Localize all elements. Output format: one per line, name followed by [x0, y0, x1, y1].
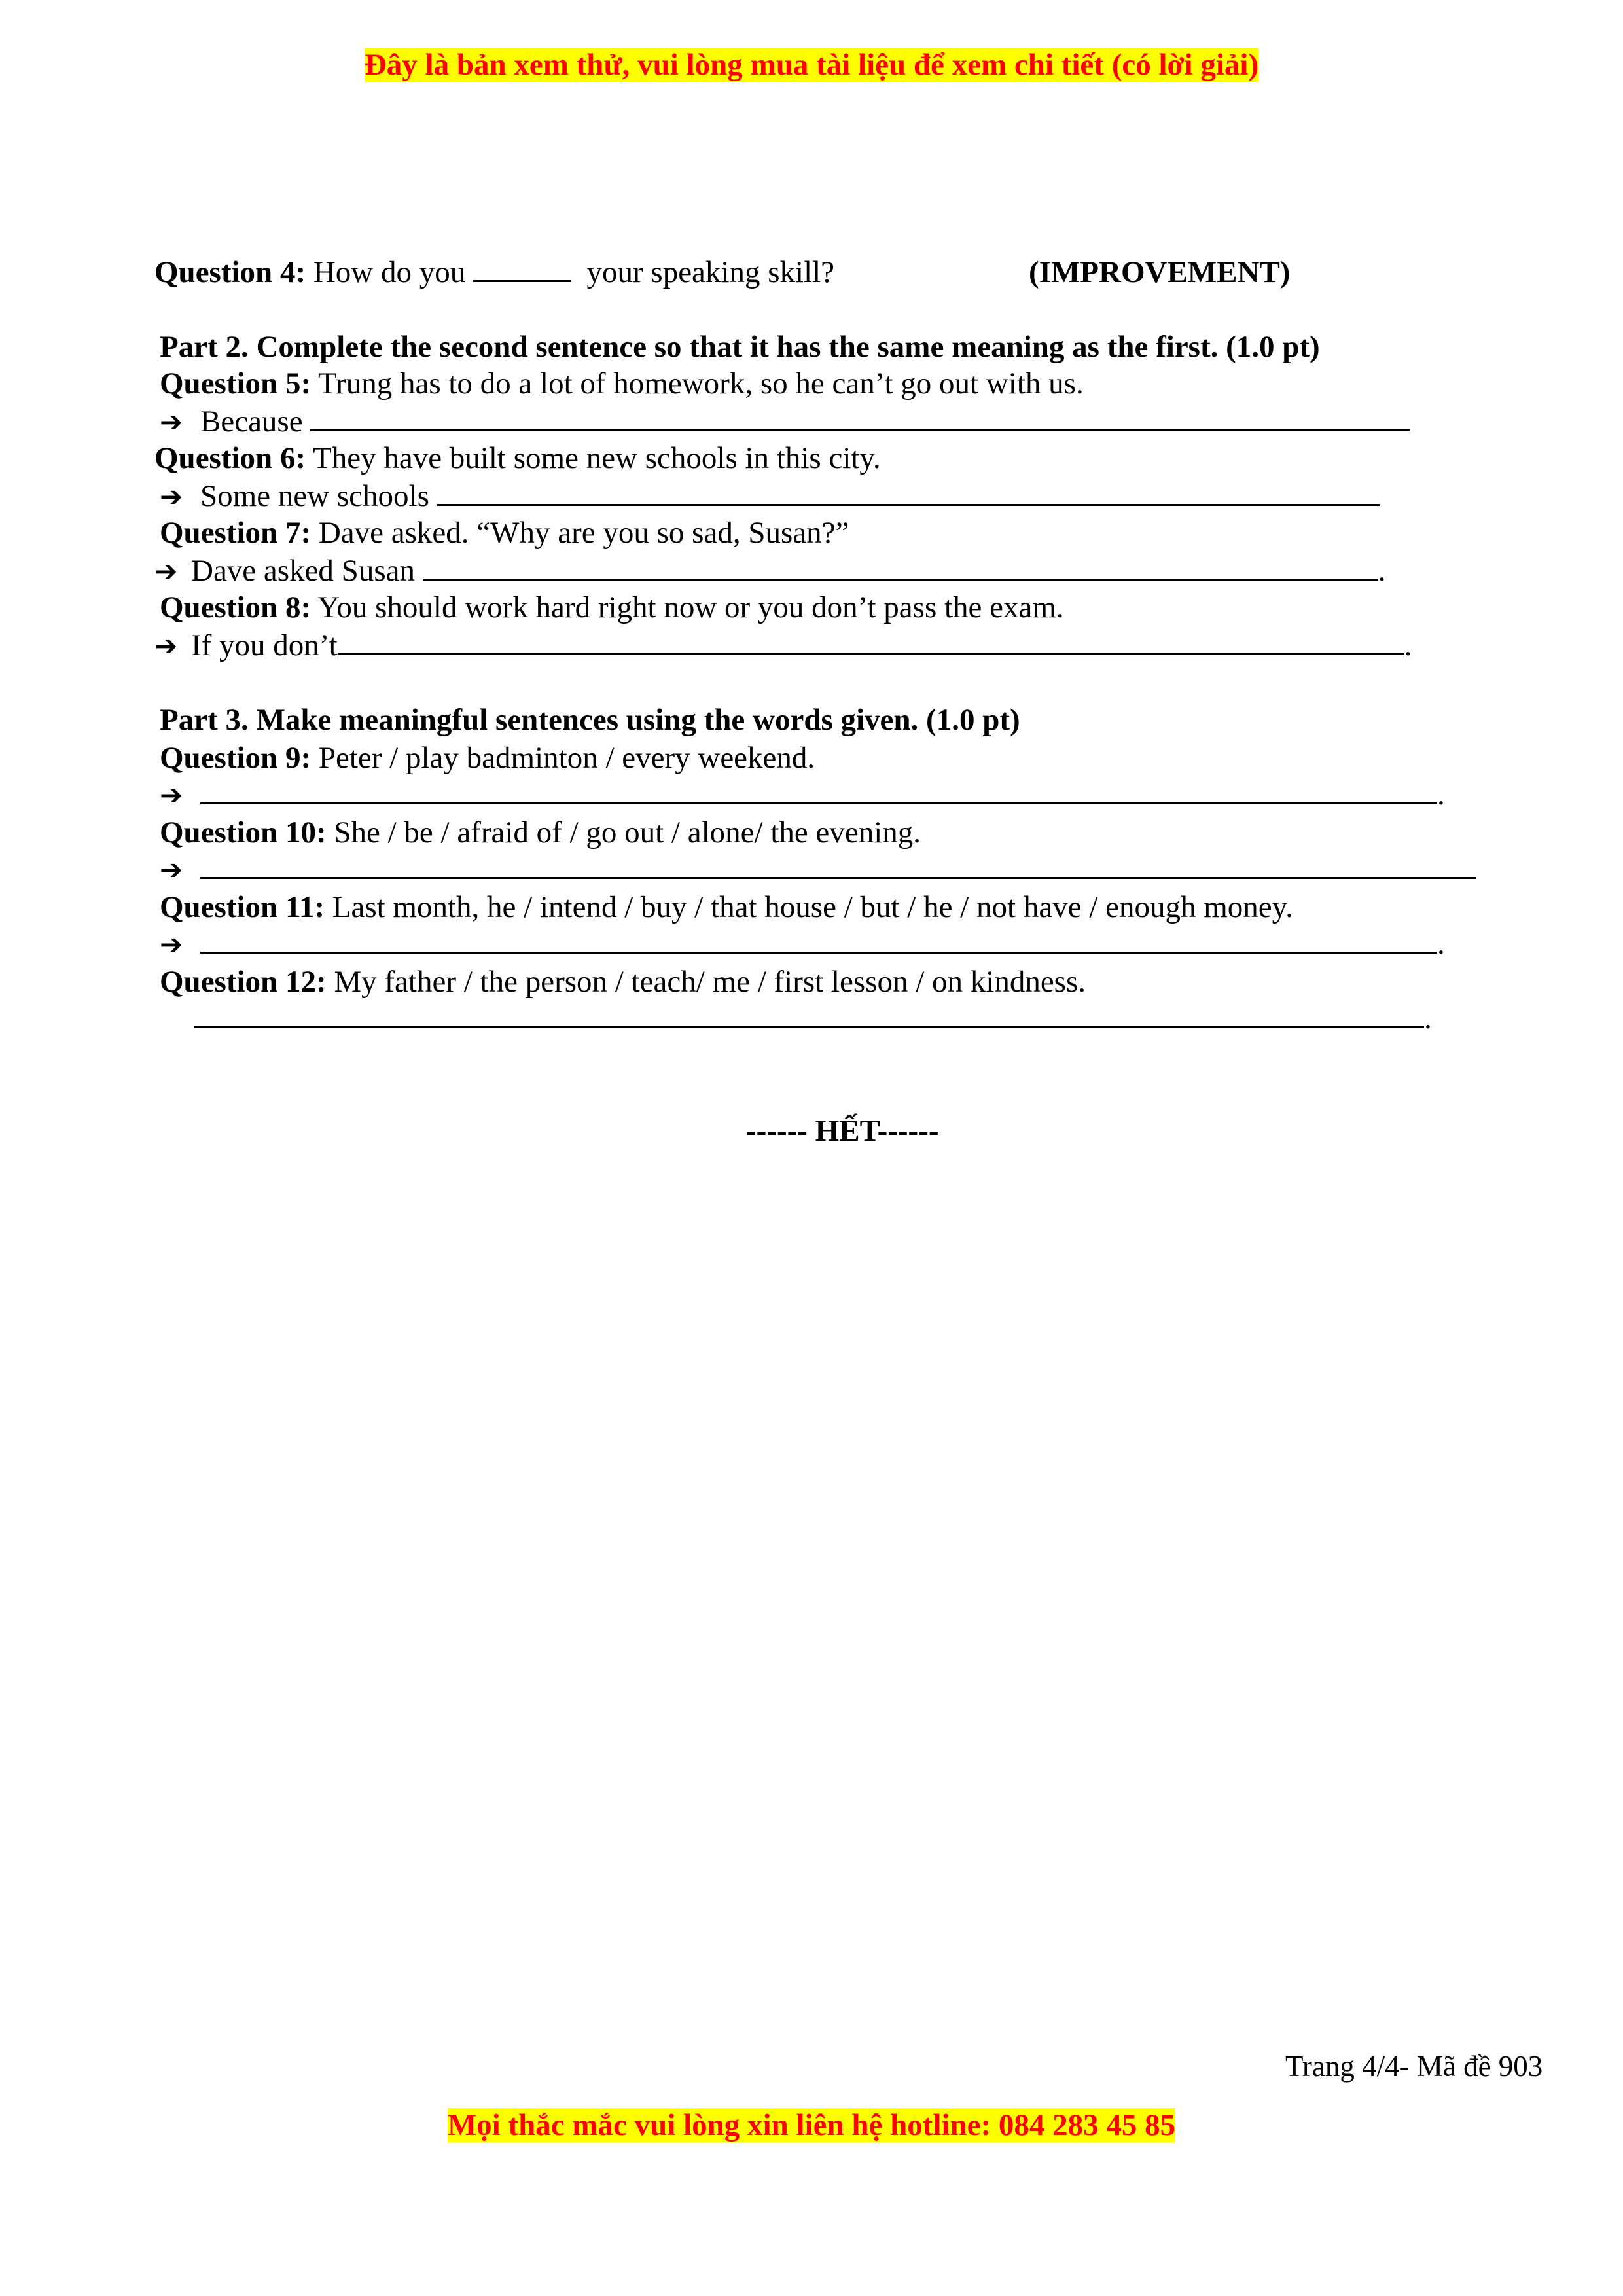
question-12: Question 12: My father / the person / teach/ me / first lesson / on kindness.: [160, 965, 1086, 999]
question-9: Question 9: Peter / play badminton / every weekend.: [160, 741, 815, 775]
question-4-label: Question 4:: [154, 255, 306, 289]
right-arrow-icon: ➔: [160, 779, 183, 811]
question-5-answer: ➔ Because: [160, 403, 1410, 440]
answer-blank[interactable]: [200, 778, 1437, 804]
part-2-title: Part 2. Complete the second sentence so that it has the same meaning as the first. (1.0 pt): [160, 330, 1320, 364]
answer-blank[interactable]: [423, 554, 1378, 581]
question-11: Question 11: Last month, he / intend / buy / that house / but / he / not have / enough money.: [160, 890, 1293, 924]
page-info: Trang 4/4- Mã đề 903: [1285, 2050, 1543, 2083]
question-12-answer: .: [194, 1000, 1432, 1037]
header-banner: [0, 47, 1623, 82]
answer-blank[interactable]: [310, 404, 1410, 431]
question-11-answer: ➔ .: [160, 927, 1445, 961]
question-5: Question 5: Trung has to do a lot of homework, so he can’t go out with us.: [160, 367, 1084, 401]
question-4-hint: (IMPROVEMENT): [1029, 255, 1291, 289]
answer-blank[interactable]: [437, 479, 1380, 506]
footer-banner: [0, 2108, 1623, 2143]
end-mark: ------ HẾT------: [746, 1114, 939, 1148]
question-10-answer: [160, 851, 1476, 888]
question-4: [154, 254, 834, 291]
right-arrow-icon: ➔: [160, 928, 183, 960]
right-arrow-icon: ➔: [160, 480, 183, 512]
header-banner-text: Đây là bản xem thử, vui lòng mua tài liệu để xem chi tiết (có lời giải): [364, 48, 1259, 82]
answer-blank[interactable]: [473, 260, 571, 282]
right-arrow-icon: ➔: [154, 630, 178, 662]
answer-blank[interactable]: [194, 1001, 1424, 1028]
footer-banner-text: Mọi thắc mắc vui lòng xin liên hệ hotline: 084 283 45 85: [447, 2108, 1176, 2142]
question-10: Question 10: She / be / afraid of / go out / alone/ the evening.: [160, 816, 921, 850]
question-8: Question 8: You should work hard right now or you don’t pass the exam.: [160, 590, 1064, 624]
right-arrow-icon: ➔: [160, 406, 183, 438]
right-arrow-icon: ➔: [154, 555, 178, 587]
question-6: Question 6: They have built some new schools in this city.: [154, 441, 881, 475]
question-4-text-after: your speaking skill?: [586, 255, 835, 289]
answer-blank[interactable]: [200, 852, 1476, 879]
question-6-answer: ➔ Some new schools: [160, 478, 1380, 514]
question-7-answer: ➔ Dave asked Susan .: [154, 554, 1386, 588]
right-arrow-icon: ➔: [160, 853, 183, 886]
question-7: Question 7: Dave asked. “Why are you so sad, Susan?”: [160, 516, 849, 550]
part-3-title: Part 3. Make meaningful sentences using the words given. (1.0 pt): [160, 703, 1020, 737]
question-4-text-before: How do you: [313, 255, 466, 289]
answer-blank[interactable]: [200, 927, 1437, 954]
answer-blank[interactable]: [338, 628, 1404, 655]
question-9-answer: ➔ .: [160, 778, 1445, 812]
question-8-answer: ➔ If you don’t .: [154, 628, 1412, 662]
